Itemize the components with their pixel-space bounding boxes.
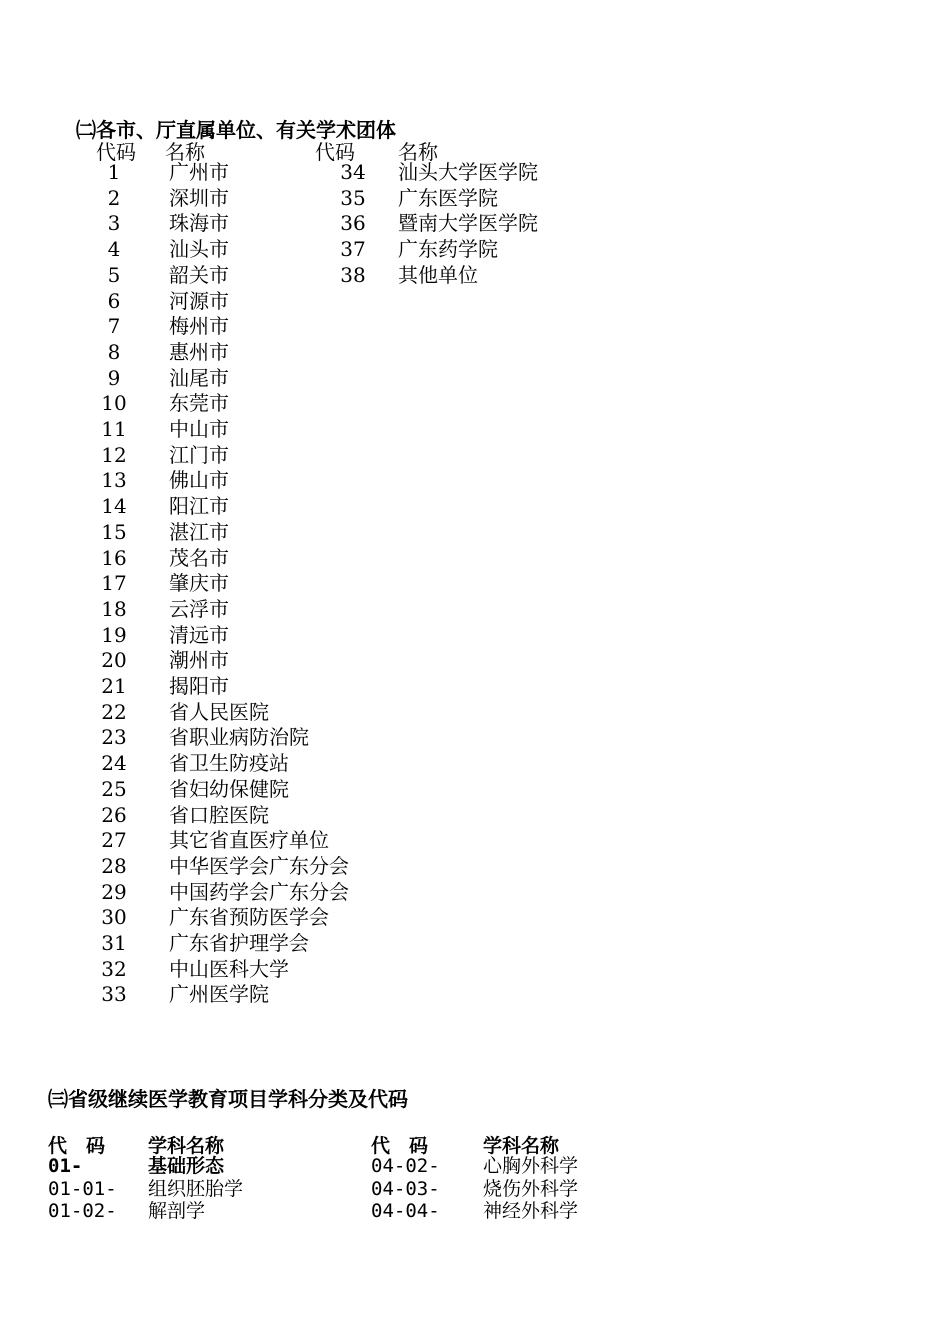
unit-name: 其他单位: [398, 262, 478, 287]
unit-code: 21: [101, 674, 127, 698]
unit-name: 佛山市: [169, 468, 229, 493]
unit-name: 中国药学会广东分会: [169, 879, 349, 904]
unit-name: 广东省预防医学会: [169, 905, 329, 930]
unit-name: 深圳市: [169, 185, 229, 210]
subject-name: 解剖学: [148, 1200, 206, 1222]
unit-code: 2: [107, 185, 121, 210]
unit-code: 1: [107, 160, 121, 184]
section3-left-code-header: 代 码: [48, 1135, 106, 1157]
unit-name: 潮州市: [169, 648, 229, 673]
unit-name: 汕头大学医学院: [398, 160, 538, 184]
unit-name: 中山市: [169, 417, 229, 441]
unit-code: 28: [101, 853, 127, 878]
unit-name: 省妇幼保健院: [169, 776, 289, 801]
unit-name: 省人民医院: [169, 699, 269, 724]
unit-name: 河源市: [169, 288, 229, 313]
subject-name: 神经外科学: [483, 1200, 579, 1222]
section2-left-code-header: 代码: [96, 140, 136, 164]
subject-name: 基础形态: [148, 1155, 225, 1177]
unit-name: 清远市: [169, 622, 229, 647]
subject-code: 04-04-: [371, 1200, 440, 1222]
unit-code: 38: [340, 262, 366, 287]
unit-code: 16: [101, 545, 127, 570]
unit-code: 5: [107, 262, 121, 287]
unit-name: 省职业病防治院: [169, 725, 309, 750]
unit-code: 18: [101, 596, 127, 621]
unit-name: 其它省直医疗单位: [169, 828, 329, 853]
unit-name: 汕头市: [169, 237, 229, 262]
unit-name: 省口腔医院: [169, 802, 269, 827]
unit-code: 36: [340, 211, 366, 236]
section2-right-code-header: 代码: [315, 140, 355, 164]
unit-code: 11: [101, 417, 127, 441]
subject-code: 01-01-: [48, 1177, 117, 1200]
unit-name: 珠海市: [169, 211, 229, 236]
section3-right-code-header: 代 码: [371, 1135, 429, 1157]
unit-code: 26: [101, 802, 127, 827]
unit-name: 暨南大学医学院: [398, 211, 538, 236]
unit-name: 广东医学院: [398, 185, 498, 210]
unit-name: 广东药学院: [398, 237, 498, 262]
unit-name: 揭阳市: [169, 674, 229, 698]
unit-code: 35: [340, 185, 366, 210]
unit-name: 中山医科大学: [169, 956, 289, 981]
subject-code: 01-02-: [48, 1200, 117, 1222]
unit-name: 肇庆市: [169, 571, 229, 596]
unit-name: 广州医学院: [169, 982, 269, 1007]
unit-code: 20: [101, 648, 127, 673]
unit-code: 14: [101, 494, 127, 519]
section3-left-name-header: 学科名称: [148, 1135, 225, 1157]
unit-name: 东莞市: [169, 391, 229, 416]
subject-code: 04-03-: [371, 1177, 440, 1200]
unit-name: 惠州市: [169, 339, 229, 364]
unit-name: 湛江市: [169, 519, 229, 544]
unit-code: 13: [101, 468, 127, 493]
unit-code: 32: [101, 956, 127, 981]
unit-code: 10: [101, 391, 127, 416]
unit-code: 7: [107, 314, 121, 339]
section2-left-name-header: 名称: [165, 140, 205, 164]
unit-name: 中华医学会广东分会: [169, 853, 349, 878]
unit-code: 17: [101, 571, 127, 596]
unit-code: 37: [340, 237, 366, 262]
unit-code: 30: [101, 905, 127, 930]
subject-code: 01-: [48, 1155, 83, 1177]
subject-name: 烧伤外科学: [483, 1177, 579, 1200]
unit-code: 22: [101, 699, 127, 724]
unit-name: 广东省护理学会: [169, 931, 309, 955]
unit-code: 3: [107, 211, 121, 236]
subject-name: 心胸外科学: [483, 1155, 579, 1177]
unit-name: 梅州市: [169, 314, 229, 339]
unit-code: 27: [101, 828, 127, 853]
unit-code: 12: [101, 442, 127, 467]
unit-code: 33: [101, 982, 127, 1007]
section3-title: ㈢省级继续医学教育项目学科分类及代码: [48, 1087, 408, 1111]
unit-name: 阳江市: [169, 494, 229, 519]
unit-code: 29: [101, 879, 127, 904]
unit-code: 24: [101, 751, 127, 776]
unit-code: 15: [101, 519, 127, 544]
unit-code: 23: [101, 725, 127, 750]
unit-code: 6: [107, 288, 121, 313]
section3-right-name-header: 学科名称: [483, 1135, 560, 1157]
unit-code: 8: [107, 339, 121, 364]
unit-code: 9: [107, 365, 121, 390]
section2-right-name-header: 名称: [398, 140, 438, 164]
unit-name: 云浮市: [169, 596, 229, 621]
subject-code: 04-02-: [371, 1155, 440, 1177]
unit-name: 省卫生防疫站: [169, 751, 289, 776]
unit-name: 汕尾市: [169, 365, 229, 390]
unit-name: 茂名市: [169, 545, 229, 570]
unit-name: 韶关市: [169, 262, 229, 287]
unit-code: 4: [107, 237, 121, 262]
subject-name: 组织胚胎学: [148, 1177, 244, 1200]
unit-name: 江门市: [169, 442, 229, 467]
unit-code: 31: [101, 931, 127, 955]
unit-code: 34: [340, 160, 366, 184]
section2-title: ㈡各市、厅直属单位、有关学术团体: [76, 118, 396, 142]
unit-code: 19: [101, 622, 127, 647]
unit-name: 广州市: [169, 160, 229, 184]
unit-code: 25: [101, 776, 127, 801]
